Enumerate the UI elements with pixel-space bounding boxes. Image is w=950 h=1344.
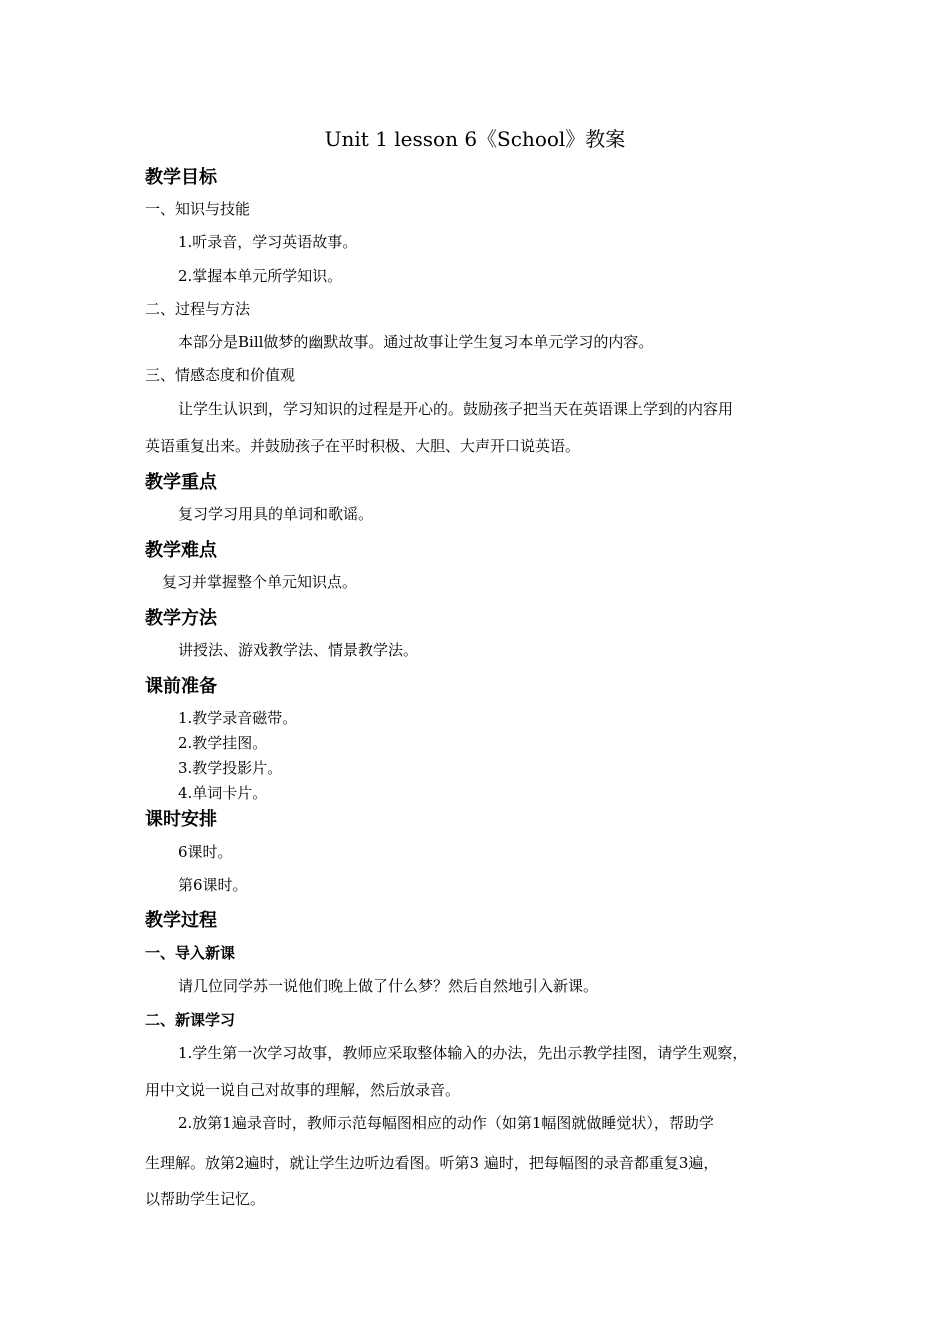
schedule-current: 第6课时。 bbox=[178, 876, 248, 894]
subheading-intro: 一、导入新课 bbox=[145, 944, 236, 962]
knowledge-item-2: 2.掌握本单元所学知识。 bbox=[178, 267, 343, 285]
emotion-text-line-1: 让学生认识到，学习知识的过程是开心的。鼓励孩子把当天在英语课上学到的内容用 bbox=[178, 400, 734, 418]
schedule-total: 6课时。 bbox=[178, 843, 233, 861]
process-text: 本部分是Bill做梦的幽默故事。通过故事让学生复习本单元学习的内容。 bbox=[178, 333, 654, 351]
preparation-item-1: 1.教学录音磁带。 bbox=[178, 709, 298, 727]
heading-key-points: 教学重点 bbox=[145, 472, 217, 493]
methods-text: 讲授法、游戏教学法、情景教学法。 bbox=[178, 641, 419, 659]
heading-procedure: 教学过程 bbox=[145, 910, 217, 931]
preparation-item-4: 4.单词卡片。 bbox=[178, 784, 268, 802]
heading-objectives: 教学目标 bbox=[145, 167, 217, 188]
heading-schedule: 课时安排 bbox=[145, 809, 217, 830]
intro-text: 请几位同学苏一说他们晚上做了什么梦？然后自然地引入新课。 bbox=[178, 977, 599, 995]
preparation-item-3: 3.教学投影片。 bbox=[178, 759, 283, 777]
document-title: Unit 1 lesson 6《School》教案 bbox=[324, 127, 626, 151]
subheading-process: 二、过程与方法 bbox=[145, 300, 251, 318]
new-lesson-p2-line-1: 2.放第1遍录音时，教师示范每幅图相应的动作（如第1幅图就做睡觉状），帮助学 bbox=[178, 1114, 714, 1132]
emotion-text-line-2: 英语重复出来。并鼓励孩子在平时积极、大胆、大声开口说英语。 bbox=[145, 437, 581, 455]
new-lesson-p1-line-1: 1.学生第一次学习故事，教师应采取整体输入的办法，先出示教学挂图，请学生观察， bbox=[178, 1044, 748, 1062]
heading-methods: 教学方法 bbox=[145, 608, 217, 629]
new-lesson-p1-line-2: 用中文说一说自己对故事的理解，然后放录音。 bbox=[145, 1081, 461, 1099]
knowledge-item-1: 1.听录音，学习英语故事。 bbox=[178, 233, 358, 251]
key-points-text: 复习学习用具的单词和歌谣。 bbox=[178, 505, 374, 523]
new-lesson-p2-line-3: 以帮助学生记忆。 bbox=[145, 1190, 266, 1208]
subheading-knowledge: 一、知识与技能 bbox=[145, 200, 251, 218]
new-lesson-p2-line-2: 生理解。放第2遍时，就让学生边听边看图。听第3 遍时，把每幅图的录音都重复3遍， bbox=[145, 1154, 719, 1172]
subheading-emotion: 三、情感态度和价值观 bbox=[145, 366, 296, 384]
preparation-item-2: 2.教学挂图。 bbox=[178, 734, 268, 752]
heading-difficulties: 教学难点 bbox=[145, 540, 217, 561]
subheading-new-lesson: 二、新课学习 bbox=[145, 1011, 236, 1029]
heading-preparation: 课前准备 bbox=[145, 676, 217, 697]
difficulties-text: 复习并掌握整个单元知识点。 bbox=[162, 573, 358, 591]
